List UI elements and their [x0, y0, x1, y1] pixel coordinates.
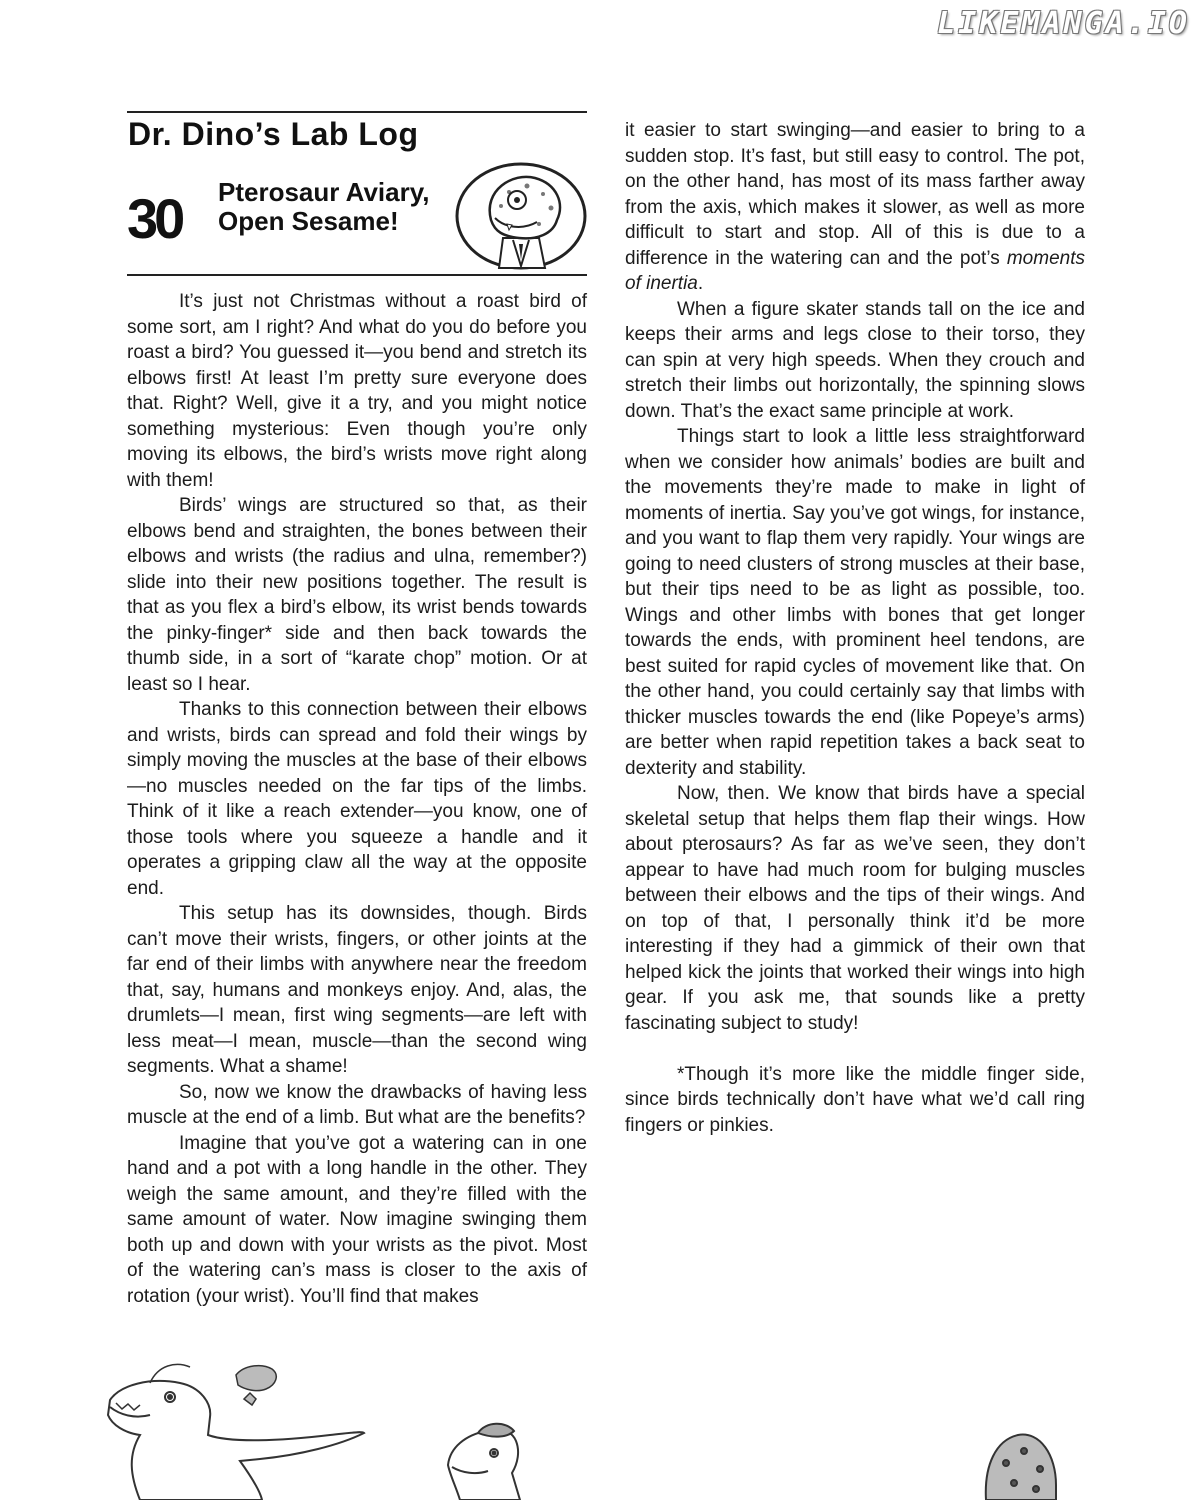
header-top-rule [127, 111, 587, 113]
paragraph: Imagine that you’ve got a watering can in one hand and a pot with a long handle in the other. They weigh the same amount, and they’re filled with the same amount of water. Now imagine swinging them both up and down with your wrists as the pivot. Most of the watering can’s mass is closer to the axis of rotation (your wrist). You’ll find that makes [127, 1132, 587, 1307]
paragraph: So, now we know the drawbacks of having less muscle at the end of a limb. But what are the benefits? [127, 1081, 587, 1128]
dinosaur-illustration [0, 1355, 1200, 1500]
right-column [625, 118, 1085, 1138]
paragraph: It’s just not Christmas without a roast bird of some sort, am I right? And what do you do before you roast a bird? You guessed it—you bend and stretch its elbows first! At least I’m pretty sure everyone does that. Right? Well, give it a try, and you might notice something mysterious: Even though you’re only moving its elbows, the bird’s wrists move right along with them! [127, 291, 587, 491]
continuation-end: . [697, 273, 704, 294]
paragraph: This setup has its downsides, though. Birds can’t move their wrists, fingers, or other joints at the far end of their limbs with anywhere near the freedom that, say, humans and monkeys enjoy. And, alas, the drumlets—I mean, first wing segments—are left with less meat—I mean, muscle—than the second wing segments. What a shame! [127, 903, 587, 1077]
left-column [127, 289, 587, 1309]
page-title: Dr. Dino’s Lab Log [128, 116, 419, 152]
chapter-title: Pterosaur Aviary, Open Sesame! [218, 177, 430, 236]
paragraph: Birds’ wings are structured so that, as their elbows bend and straighten, the bones between their elbows and wrists (the radius and ulna, remember?) slide into their new positions together. The result is that as you flex a bird’s elbow, its wrist bends towards the pinky-finger* side and then back towards the thumb side, in a sort of “karate chop” motion. Or at least so I hear. [127, 495, 587, 695]
chapter-number: 30 [127, 187, 182, 250]
header-bottom-rule [127, 274, 587, 276]
paragraph: Things start to look a little less straightforward when we consider how animals’ bodies are built and the movements they’re made to make in light of moments of inertia. Say you’ve got wings, for instance, and you want to flap them very rapidly. Your wings are going to need clusters of strong muscles at their base, but their tips need to be as light as possible, too. Wings and other limbs with bones that get longer towards the ends, with prominent heel tendons, are best suited for rapid cycles of movement like that. On the other hand, you could certainly say that limbs with thicker muscles towards the end (like Popeye’s arms) are better when rapid repetition takes a back seat to dexterity and stability. [625, 426, 1085, 779]
continued-paragraph [625, 118, 1085, 297]
emphasis-term: moments of inertia [625, 247, 1085, 294]
paragraph: When a figure skater stands tall on the ice and keeps their arms and legs close to their torso, they can spin at very high speeds. When they crouch and stretch their limbs out horizontally, the spinning slows down. That’s the exact same principle at work. [625, 298, 1085, 422]
footnote: *Though it’s more like the middle finger side, since birds technically don’t have what we’d call ring fingers or pinkies. [625, 1063, 1085, 1136]
paragraph: Now, then. We know that birds have a special skeletal setup that helps them flap their wings. How about pterosaurs? As far as we’ve seen, they don’t appear to have had much room for bulging muscles between their elbows and the tips of their wings. And on top of that, I personally think it’d be more interesting if they had a gimmick of their own that helped kick the joints that worked their wings into high gear. If you ask me, that sounds like a pretty fascinating subject to study! [625, 783, 1085, 1034]
dr-dino-mascot-icon [453, 160, 589, 272]
paragraph: Thanks to this connection between their elbows and wrists, birds can spread and fold their wings by simply moving the muscles at the base of their elbows—no muscles needed on the far tips of the limbs. Think of it like a reach extender—you know, one of those tools where you squeeze a handle and it operates a gripping claw all the way at the opposite end. [127, 699, 587, 899]
watermark: LIKEMANGA.IO [937, 6, 1190, 41]
continuation-text: it easier to start swinging—and easier to bring to a sudden stop. It’s fast, but still easy to control. The pot, on the other hand, has most of its mass farther away from the axis, which makes it slower, as well as more difficult to start and stop. All of this is due to a difference in the watering can and the pot’s [625, 120, 1085, 269]
